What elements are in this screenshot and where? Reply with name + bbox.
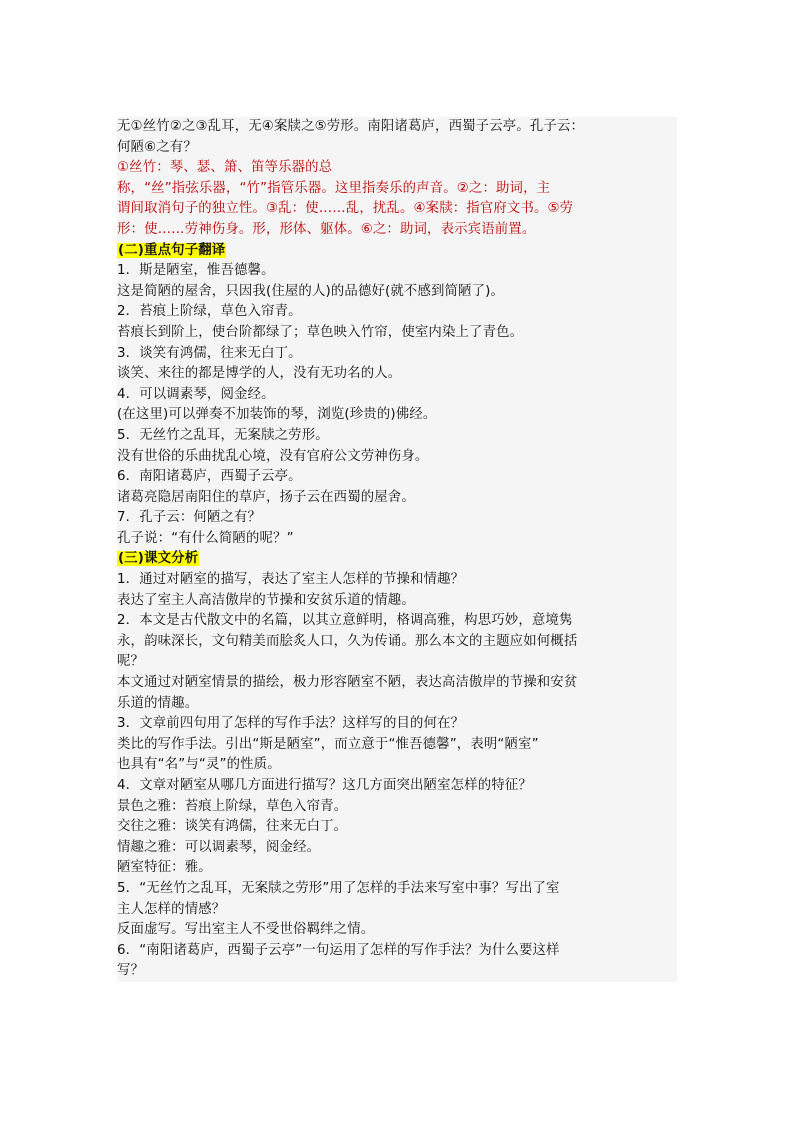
text-line: 5．无丝竹之乱耳，无案牍之劳形。: [117, 427, 329, 443]
text-line: 1．通过对陋室的描写，表达了室主人怎样的节操和情趣？: [117, 572, 465, 588]
text-line: 3．文章前四句用了怎样的写作手法？这样写的目的何在？: [117, 716, 465, 732]
text-line: (在这里)可以弹奏不加装饰的琴，浏览(珍贵的)佛经。: [117, 407, 437, 423]
text-line: 交往之雅：谈笑有鸿儒，往来无白丁。: [117, 819, 348, 835]
annotation-line: 形：使……劳神伤身。形，形体、躯体。⑥之：助词，表示宾语前置。: [117, 221, 536, 237]
text-line: 2．本文是古代散文中的名篇，以其立意鲜明，格调高雅，构思巧妙，意境隽: [117, 613, 573, 629]
text-line: 类比的写作手法。引出“斯是陋室”，而立意于“惟吾德馨”，表明“陋室”: [117, 736, 539, 752]
text-line: 主人怎样的情感？: [117, 901, 226, 917]
text-line: 2．苔痕上阶绿，草色入帘青。: [117, 304, 302, 320]
text-line: 诸葛亮隐居南阳住的草庐，扬子云在西蜀的屋舍。: [117, 489, 415, 505]
text-line: 也具有“名”与“灵”的性质。: [117, 757, 281, 773]
section-heading-text: (三)课文分析: [118, 551, 199, 567]
text-line: 5．“无丝竹之乱耳，无案牍之劳形”用了怎样的手法来写室中事？写出了室: [117, 880, 560, 896]
annotation-line: 谓间取消句子的独立性。③乱：使……乱，扰乱。④案牍：指官府文书。⑤劳: [117, 201, 574, 217]
text-line: 4．可以调素琴，阅金经。: [117, 386, 275, 402]
text-line: 没有世俗的乐曲扰乱心境，没有官府公文劳神伤身。: [117, 448, 429, 464]
text-line: 3．谈笑有鸿儒，往来无白丁。: [117, 345, 302, 361]
text-line: 苔痕长到阶上，使台阶都绿了；草色映入竹帘，使室内染上了青色。: [117, 324, 524, 340]
text-line: 谈笑、来往的都是博学的人，没有无功名的人。: [117, 366, 402, 382]
text-line: 4．文章对陋室从哪几方面进行描写？这几方面突出陋室怎样的特征？: [117, 778, 532, 793]
text-line: 7．孔子云：何陋之有？: [117, 510, 262, 526]
section-heading-text: (二)重点句子翻译: [118, 242, 226, 258]
text-line: 景色之雅：苔痕上阶绿，草色入帘青。: [117, 798, 348, 814]
text-line: 无①丝竹②之③乱耳，无④案牍之⑤劳形。南阳诸葛庐，西蜀子云亭。孔子云：: [117, 119, 584, 134]
text-line: 乐道的情趣。: [117, 695, 199, 711]
text-line: 1．斯是陋室，惟吾德馨。: [117, 263, 275, 279]
text-line: 本文通过对陋室情景的描绘，极力形容陋室不陋，表达高洁傲岸的节操和安贫: [117, 675, 578, 691]
text-line: 情趣之雅：可以调素琴，阅金经。: [117, 839, 321, 855]
text-line: 这是简陋的屋舍，只因我(住屋的人)的品德好(就不感到简陋了)。: [117, 283, 505, 299]
text-line: 6．“南阳诸葛庐，西蜀子云亭”一句运用了怎样的写作手法？为什么要这样: [117, 942, 560, 958]
text-line: 孔子说：“有什么简陋的呢？”: [117, 530, 294, 546]
text-line: 陋室特征：雅。: [117, 860, 212, 876]
section-heading: [117, 241, 677, 262]
text-line: 永，韵味深长，文句精美而脍炙人口，久为传诵。那么本文的主题应如何概括: [117, 633, 578, 649]
annotation-line: ①丝竹：琴、瑟、箫、笛等乐器的总: [117, 160, 333, 176]
text-line: 6．南阳诸葛庐，西蜀子云亭。: [117, 469, 302, 485]
text-line: 何陋⑥之有？: [117, 139, 197, 155]
text-line: 呢？: [117, 654, 145, 670]
text-line: 写？: [117, 963, 145, 979]
text-line: 表达了室主人高洁傲岸的节操和安贫乐道的情趣。: [117, 592, 415, 608]
section-heading: [117, 549, 677, 570]
annotation-line: 称，“丝”指弦乐器，“竹”指管乐器。这里指奏乐的声音。②之：助词，主: [117, 180, 551, 196]
document-page: [117, 117, 677, 982]
text-line: 反面虚写。写出室主人不受世俗羁绊之情。: [117, 922, 375, 938]
